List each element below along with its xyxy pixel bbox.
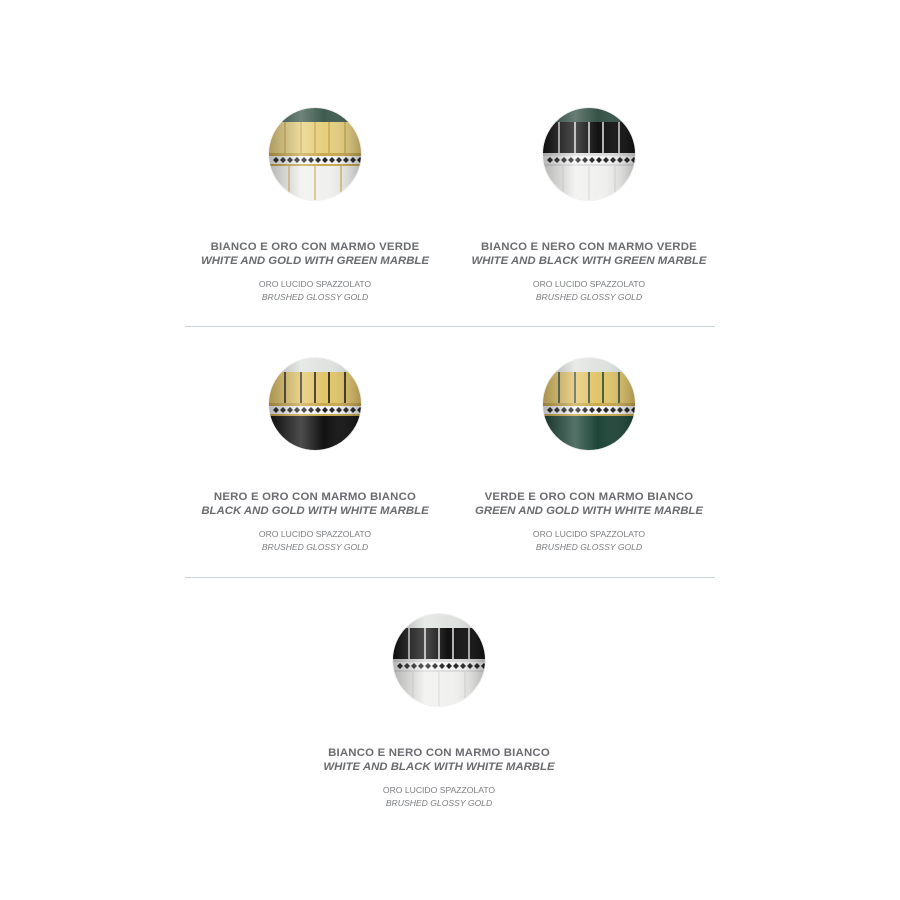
finish-name-english: WHITE AND BLACK WITH WHITE MARBLE — [323, 761, 555, 773]
metal-finish-italian: ORO LUCIDO SPAZZOLATO — [258, 529, 372, 539]
finish-name-english: BLACK AND GOLD WITH WHITE MARBLE — [201, 505, 429, 517]
finish-name-english: GREEN AND GOLD WITH WHITE MARBLE — [474, 505, 703, 517]
metal-finish-english: BRUSHED GLOSSY GOLD — [261, 542, 369, 552]
metal-finish-italian: ORO LUCIDO SPAZZOLATO — [258, 279, 372, 289]
finish-option-black-gold-white-marble — [155, 358, 475, 554]
finish-name-italian: NERO E ORO CON MARMO BIANCO — [213, 491, 417, 503]
metal-finish-italian: ORO LUCIDO SPAZZOLATO — [532, 279, 646, 289]
finish-option-white-black-green-marble — [429, 108, 749, 304]
section-divider — [185, 326, 715, 327]
metal-finish-english: BRUSHED GLOSSY GOLD — [535, 542, 643, 552]
metal-finish-italian: ORO LUCIDO SPAZZOLATO — [382, 785, 496, 795]
finish-swatch-image — [269, 108, 361, 200]
finish-name-italian: BIANCO E NERO CON MARMO VERDE — [481, 241, 697, 253]
metal-finish-english: BRUSHED GLOSSY GOLD — [535, 292, 643, 302]
metal-finish-italian: ORO LUCIDO SPAZZOLATO — [532, 529, 646, 539]
finish-name-italian: BIANCO E NERO CON MARMO BIANCO — [328, 747, 550, 759]
metal-finish-english: BRUSHED GLOSSY GOLD — [261, 292, 369, 302]
finish-name-italian: VERDE E ORO CON MARMO BIANCO — [484, 491, 694, 503]
finish-swatch-image — [543, 108, 635, 200]
finish-option-white-black-white-marble — [279, 614, 599, 810]
section-divider — [185, 577, 715, 578]
finish-name-italian: BIANCO E ORO CON MARMO VERDE — [210, 241, 420, 253]
finish-option-white-gold-green-marble — [155, 108, 475, 304]
finish-swatch-image — [543, 358, 635, 450]
finish-swatch-image — [393, 614, 485, 706]
finish-option-green-gold-white-marble — [429, 358, 749, 554]
metal-finish-english: BRUSHED GLOSSY GOLD — [385, 798, 493, 808]
finish-swatch-image — [269, 358, 361, 450]
finish-name-english: WHITE AND GOLD WITH GREEN MARBLE — [200, 255, 429, 267]
finish-name-english: WHITE AND BLACK WITH GREEN MARBLE — [471, 255, 707, 267]
